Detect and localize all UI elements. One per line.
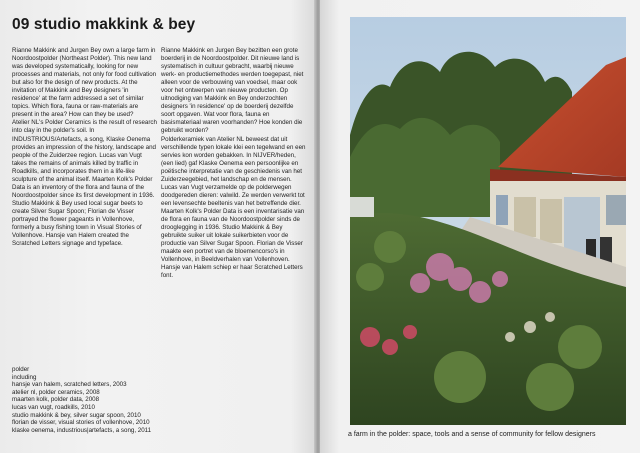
credits-subheading: including [12,373,37,381]
credit-item: lucas van vugt, roadkills, 2010 [12,403,95,411]
dutch-paragraph: Polderkeramiek van Atelier NL beweest dat uit verschillende typen lokale klei een tegelwand en een servies kon worden gebakken. In NIJVER/heden, (een lied) gaf Klaske Oenema een persoonlijke en poëtische interpretatie van de geschiedenis van het Zuiderzeegebied, het landschap en de mensen. Lucas van Vugt verzamelde op de polderwegen doodgereden dieren: valwild. Ze werden verwerkt tot een levensechte beeltenis van het betreffende dier. Maarten Kolk's Polder Data is een inventarisatie van de flora en fauna van de Noordoostpolder sinds de drooglegging in 1936. Studio Makkink & Bey gebruikte suiker uit lokale suikerbieten voor de productie van Silver Sugar Spoon. Florian de Visser maakte een portret van de bloemencorso's in Vollenhove, in Beeldverhalen van Vollenhoven. Hansje van Halem schiep er haar Scratched Letters font. [161,135,306,280]
credit-item: hansje van halem, scratched letters, 2003 [12,381,127,389]
credits-heading: polder [12,366,30,373]
credit-item: florian de visser, visual stories of vollenhove, 2010 [12,419,150,427]
photo-caption: a farm in the polder: space, tools and a sense of community for fellow designers [348,431,596,438]
credits-list [12,366,242,434]
dutch-paragraph: Rianne Makkink en Jurgen Bey bezitten een grote boerderij in de Noordoostpolder. Dit nieuwe land is systematisch in cultuur gebracht, waarbij nieuwe werk- en productiemethodes werden toegepast, niet alleen voor de verbouwing van voedsel, maar ook voor het ontwerpen van nieuwe producten. Op uitnodiging van Makkink en Bey onderzochten designers 'in residence' op de boerderij dezelfde soort opgaven. Wat voor flora, fauna en basismateriaal waren voorhanden? Hoe konden die gebruikt worden? [161,47,304,135]
credit-item: studio makkink & bey, silver sugar spoon, 2010 [12,411,141,419]
left-page [0,0,316,453]
page-title: 09 studio makkink & bey [12,16,196,33]
farm-photo-illustration [350,17,626,425]
english-paragraph: Atelier NL's Polder Ceramics is the result of research into clay in the polder's soil. In INDUSTRIOUS/Artefacts, a song, Klaske Oenema provides an impression of the history, landscape and people of the Zuiderzee region. Lucas van Vugt takes the remains of animals killed by traffic in Roadkills, and incorporates them in a life-like sculpture of the animal itself. Maarten Kolk's Polder Data is an inventory of the flora and fauna of the Noordoostpolder since its first development in 1936. Studio Makkink & Bey used local sugar beets to create Silver Sugar Spoon; Florian de Visser portrayed the flower pageants in Vollenhove, formerly a busy fishing town in Visual Stories of Vollenhove. Hansje van Halem created the Scratched Letters signage and typeface. [12,119,157,248]
farm-photo [350,17,626,425]
credit-item: maarten kolk, polder data, 2008 [12,396,100,404]
credit-item: atelier nl, polder ceramics, 2008 [12,388,100,396]
credit-item: klaske oenema, industrious|artefacts, a song, 2011 [12,426,152,434]
english-paragraph: Rianne Makkink and Jurgen Bey own a large farm in Noordoostpolder (Northeast Polder). This new land was developed systematically, looking for new processes and materials, not only for food cultivation but also for the design of new products. At the invitation of Makkink and Bey designers 'in residence' at the farm addressed a set of similar topics. Which flora, fauna or raw-materials are present in the area? How can they be used? [12,47,157,119]
dutch-column [161,47,308,280]
english-column [12,47,157,248]
